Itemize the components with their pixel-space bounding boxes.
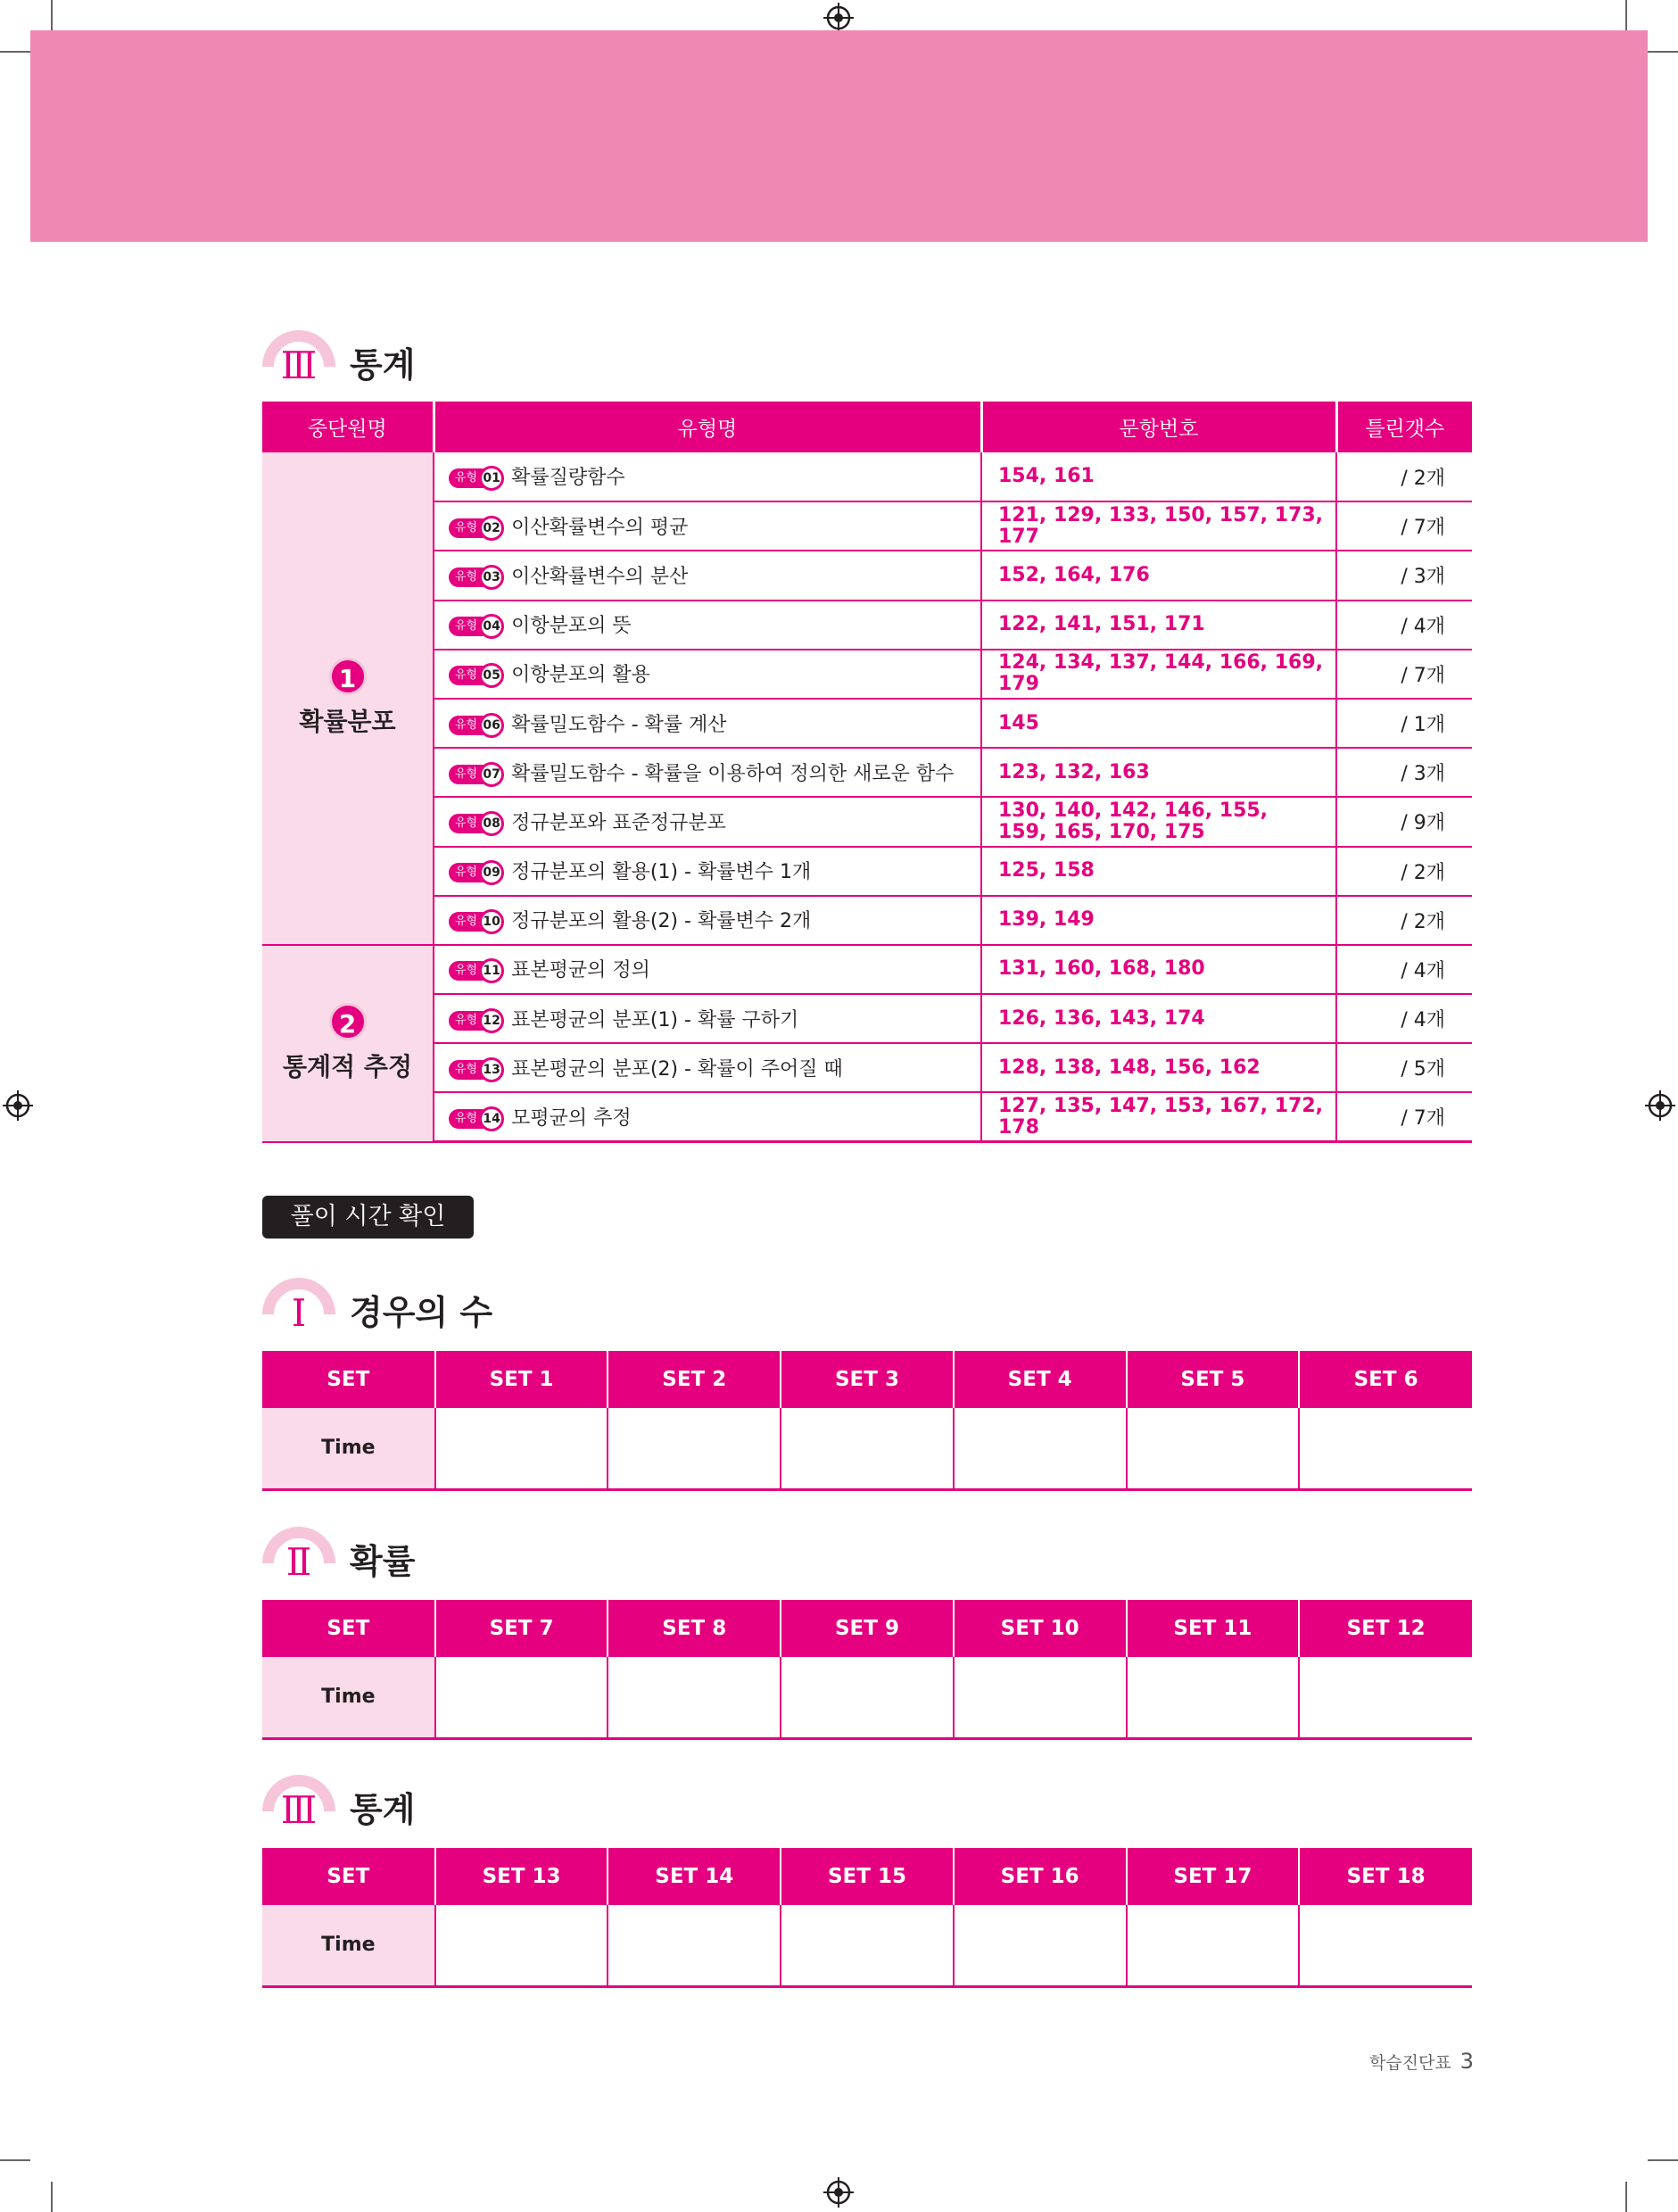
type-number: 10 [479, 909, 504, 934]
time-input-cell[interactable] [608, 1657, 781, 1738]
table-row [262, 1092, 1472, 1141]
section-heading [262, 1527, 415, 1584]
type-number: 03 [479, 565, 504, 590]
column-header: 틀린갯수 [1336, 402, 1472, 452]
question-numbers: 121, 129, 133, 150, 157, 173, 177 [981, 501, 1336, 551]
type-badge [449, 958, 504, 983]
type-number: 14 [479, 1106, 504, 1131]
wrong-count: / 4개 [1336, 601, 1472, 650]
type-name: 확률밀도함수 - 확률 계산 [511, 713, 727, 736]
type-cell [434, 945, 981, 994]
question-numbers: 145 [981, 699, 1336, 748]
time-row [262, 1657, 1472, 1738]
type-badge [449, 762, 504, 787]
time-input-cell[interactable] [1299, 1657, 1472, 1738]
set-column-header: SET 16 [954, 1848, 1127, 1905]
wrong-count: / 4개 [1336, 945, 1472, 994]
type-badge-label: 유형 [449, 961, 492, 981]
type-cell [434, 847, 981, 896]
table-row [262, 797, 1472, 846]
question-numbers: 131, 160, 168, 180 [981, 945, 1336, 994]
section-heading [262, 1278, 492, 1335]
wrong-count: / 9개 [1336, 797, 1472, 846]
crop-mark [0, 2159, 30, 2161]
roman-numeral-badge [262, 330, 335, 387]
section-title: 통계 [350, 345, 416, 385]
wrong-count: / 2개 [1336, 896, 1472, 945]
set-column-header: SET 5 [1127, 1351, 1300, 1408]
type-badge-label: 유형 [449, 1109, 492, 1129]
type-badge-label: 유형 [449, 666, 492, 685]
type-name: 이항분포의 활용 [511, 664, 650, 687]
type-badge [449, 909, 504, 934]
registration-mark-icon [823, 2177, 854, 2208]
column-header: 문항번호 [981, 402, 1336, 452]
table-header-row [262, 402, 1472, 452]
table-row [262, 748, 1472, 797]
time-input-cell[interactable] [954, 1408, 1127, 1489]
category-name: 통계적 추정 [283, 1052, 412, 1082]
type-number: 04 [479, 614, 504, 639]
registration-mark-icon [3, 1090, 33, 1121]
set-column-header: SET 18 [1299, 1848, 1472, 1905]
type-badge [449, 1057, 504, 1082]
table-row [262, 1043, 1472, 1092]
roman-numeral: Ⅲ [280, 1788, 318, 1832]
table-header-row [262, 1600, 1472, 1657]
question-numbers: 128, 138, 148, 156, 162 [981, 1043, 1336, 1092]
table-row [262, 452, 1472, 501]
wrong-count: / 2개 [1336, 847, 1472, 896]
column-header: 중단원명 [262, 402, 434, 452]
category-number: 2 [329, 1003, 367, 1040]
wrong-count: / 7개 [1336, 1092, 1472, 1141]
time-row [262, 1905, 1472, 1986]
time-row [262, 1408, 1472, 1489]
table-row [262, 896, 1472, 945]
set-column-header: SET 1 [435, 1351, 608, 1408]
type-cell [434, 797, 981, 846]
type-name: 표본평균의 분포(1) - 확률 구하기 [511, 1008, 799, 1031]
table-row [262, 601, 1472, 650]
roman-numeral: Ⅰ [291, 1291, 307, 1335]
wrong-count: / 4개 [1336, 994, 1472, 1043]
type-badge [449, 466, 504, 491]
time-table [262, 1351, 1472, 1491]
set-header: SET [262, 1351, 435, 1408]
type-cell [434, 994, 981, 1043]
time-row-label: Time [262, 1408, 435, 1489]
section-heading [262, 330, 415, 387]
table-header-row [262, 1848, 1472, 1905]
section-title: 경우의 수 [350, 1293, 493, 1332]
time-input-cell[interactable] [1127, 1905, 1300, 1986]
type-badge-label: 유형 [449, 518, 492, 538]
type-badge [449, 565, 504, 590]
table-row [262, 699, 1472, 748]
type-badge [449, 713, 504, 738]
set-column-header: SET 17 [1127, 1848, 1300, 1905]
type-badge-label: 유형 [449, 765, 492, 784]
time-input-cell[interactable] [1299, 1905, 1472, 1986]
wrong-count: / 3개 [1336, 551, 1472, 600]
set-header: SET [262, 1848, 435, 1905]
set-header: SET [262, 1600, 435, 1657]
question-numbers: 124, 134, 137, 144, 166, 169, 179 [981, 650, 1336, 699]
question-numbers: 125, 158 [981, 847, 1336, 896]
page-number: 3 [1459, 2049, 1474, 2074]
type-number: 05 [479, 663, 504, 688]
crop-mark [51, 0, 53, 30]
time-input-cell[interactable] [954, 1657, 1127, 1738]
type-name: 표본평균의 분포(2) - 확률이 주어질 때 [511, 1057, 843, 1081]
footer-label: 학습진단표 [1368, 2053, 1451, 2073]
set-column-header: SET 6 [1299, 1351, 1472, 1408]
type-cell [434, 501, 981, 551]
crop-mark [0, 51, 30, 53]
type-badge [449, 1008, 504, 1033]
type-name: 확률질량함수 [511, 467, 625, 490]
time-input-cell[interactable] [1127, 1657, 1300, 1738]
type-badge [449, 811, 504, 836]
category-number: 1 [329, 658, 367, 695]
time-table [262, 1848, 1472, 1988]
type-badge-label: 유형 [449, 617, 492, 636]
type-badge-label: 유형 [449, 912, 492, 932]
type-name: 정규분포와 표준정규분포 [511, 811, 726, 834]
set-column-header: SET 13 [435, 1848, 608, 1905]
table-row [262, 847, 1472, 896]
table-row [262, 501, 1472, 551]
roman-numeral: Ⅲ [280, 344, 318, 387]
set-column-header: SET 4 [954, 1351, 1127, 1408]
type-badge-label: 유형 [449, 567, 492, 587]
type-number: 09 [479, 860, 504, 885]
time-input-cell[interactable] [435, 1408, 608, 1489]
question-numbers: 127, 135, 147, 153, 167, 172, 178 [981, 1092, 1336, 1141]
type-name: 확률밀도함수 - 확률을 이용하여 정의한 새로운 함수 [511, 762, 955, 785]
crop-mark [51, 2182, 53, 2212]
type-badge-label: 유형 [449, 863, 492, 882]
type-number: 11 [479, 958, 504, 983]
type-name: 이산확률변수의 평균 [511, 516, 689, 539]
set-column-header: SET 15 [781, 1848, 954, 1905]
category-cell [262, 945, 434, 1142]
header-banner [30, 30, 1648, 242]
time-input-cell[interactable] [781, 1408, 954, 1489]
type-number: 08 [479, 811, 504, 836]
type-cell [434, 896, 981, 945]
table-header-row [262, 1351, 1472, 1408]
roman-numeral: Ⅱ [285, 1540, 312, 1584]
type-badge [449, 614, 504, 639]
type-cell [434, 1043, 981, 1092]
wrong-count: / 5개 [1336, 1043, 1472, 1092]
type-number: 13 [479, 1057, 504, 1082]
table-row [262, 994, 1472, 1043]
set-column-header: SET 7 [435, 1600, 608, 1657]
column-header: 유형명 [434, 402, 981, 452]
type-badge-label: 유형 [449, 1060, 492, 1080]
diagnosis-table [262, 402, 1472, 1143]
type-cell [434, 551, 981, 600]
set-column-header: SET 12 [1299, 1600, 1472, 1657]
crop-mark [1648, 51, 1678, 53]
page-footer [1369, 2049, 1474, 2074]
type-badge [449, 860, 504, 885]
type-badge-label: 유형 [449, 814, 492, 833]
wrong-count: / 7개 [1336, 650, 1472, 699]
type-name: 정규분포의 활용(1) - 확률변수 1개 [511, 861, 812, 884]
table-row [262, 551, 1472, 600]
registration-mark-icon [1645, 1090, 1675, 1121]
type-badge-label: 유형 [449, 716, 492, 735]
type-cell [434, 452, 981, 501]
section-heading [262, 1775, 415, 1832]
time-input-cell[interactable] [1299, 1408, 1472, 1489]
question-numbers: 154, 161 [981, 452, 1336, 501]
type-cell [434, 650, 981, 699]
type-name: 표본평균의 정의 [511, 959, 650, 982]
type-cell [434, 1092, 981, 1141]
question-numbers: 122, 141, 151, 171 [981, 601, 1336, 650]
type-badge [449, 1106, 504, 1131]
time-row-label: Time [262, 1657, 435, 1738]
wrong-count: / 7개 [1336, 501, 1472, 551]
crop-mark [1648, 2159, 1678, 2161]
wrong-count: / 3개 [1336, 748, 1472, 797]
set-column-header: SET 3 [781, 1351, 954, 1408]
time-input-cell[interactable] [781, 1905, 954, 1986]
type-number: 12 [479, 1008, 504, 1033]
time-input-cell[interactable] [1127, 1408, 1300, 1489]
registration-mark-icon [823, 3, 854, 33]
type-badge-label: 유형 [449, 1011, 492, 1031]
set-column-header: SET 14 [608, 1848, 781, 1905]
roman-numeral-badge [262, 1278, 335, 1335]
set-column-header: SET 10 [954, 1600, 1127, 1657]
type-cell [434, 699, 981, 748]
crop-mark [1625, 2182, 1627, 2212]
question-numbers: 126, 136, 143, 174 [981, 994, 1336, 1043]
type-badge-label: 유형 [449, 468, 492, 488]
crop-mark [1625, 0, 1627, 30]
time-table [262, 1600, 1472, 1740]
table-row [262, 650, 1472, 699]
question-numbers: 152, 164, 176 [981, 551, 1336, 600]
category-name: 확률분포 [299, 707, 396, 737]
set-column-header: SET 8 [608, 1600, 781, 1657]
type-name: 모평균의 추정 [511, 1106, 632, 1130]
time-input-cell[interactable] [435, 1905, 608, 1986]
question-numbers: 139, 149 [981, 896, 1336, 945]
wrong-count: / 1개 [1336, 699, 1472, 748]
time-input-cell[interactable] [608, 1408, 781, 1489]
roman-numeral-badge [262, 1527, 335, 1584]
type-number: 01 [479, 466, 504, 491]
type-number: 02 [479, 516, 504, 541]
time-input-cell[interactable] [435, 1657, 608, 1738]
time-input-cell[interactable] [608, 1905, 781, 1986]
type-cell [434, 748, 981, 797]
type-badge [449, 516, 504, 541]
roman-numeral-badge [262, 1775, 335, 1832]
question-numbers: 123, 132, 163 [981, 748, 1336, 797]
time-check-label: 풀이 시간 확인 [262, 1196, 474, 1239]
question-numbers: 130, 140, 142, 146, 155, 159, 165, 170, 175 [981, 797, 1336, 846]
time-input-cell[interactable] [954, 1905, 1127, 1986]
type-cell [434, 601, 981, 650]
type-number: 07 [479, 762, 504, 787]
type-name: 정규분포의 활용(2) - 확률변수 2개 [511, 910, 812, 933]
set-column-header: SET 2 [608, 1351, 781, 1408]
set-column-header: SET 9 [781, 1600, 954, 1657]
category-cell [262, 452, 434, 945]
type-name: 이항분포의 뜻 [511, 615, 632, 638]
time-row-label: Time [262, 1905, 435, 1986]
wrong-count: / 2개 [1336, 452, 1472, 501]
section-title: 통계 [350, 1790, 416, 1829]
table-row [262, 945, 1472, 994]
type-number: 06 [479, 713, 504, 738]
section-title: 확률 [350, 1542, 416, 1581]
type-badge [449, 663, 504, 688]
type-name: 이산확률변수의 분산 [511, 565, 689, 588]
time-input-cell[interactable] [781, 1657, 954, 1738]
set-column-header: SET 11 [1127, 1600, 1300, 1657]
